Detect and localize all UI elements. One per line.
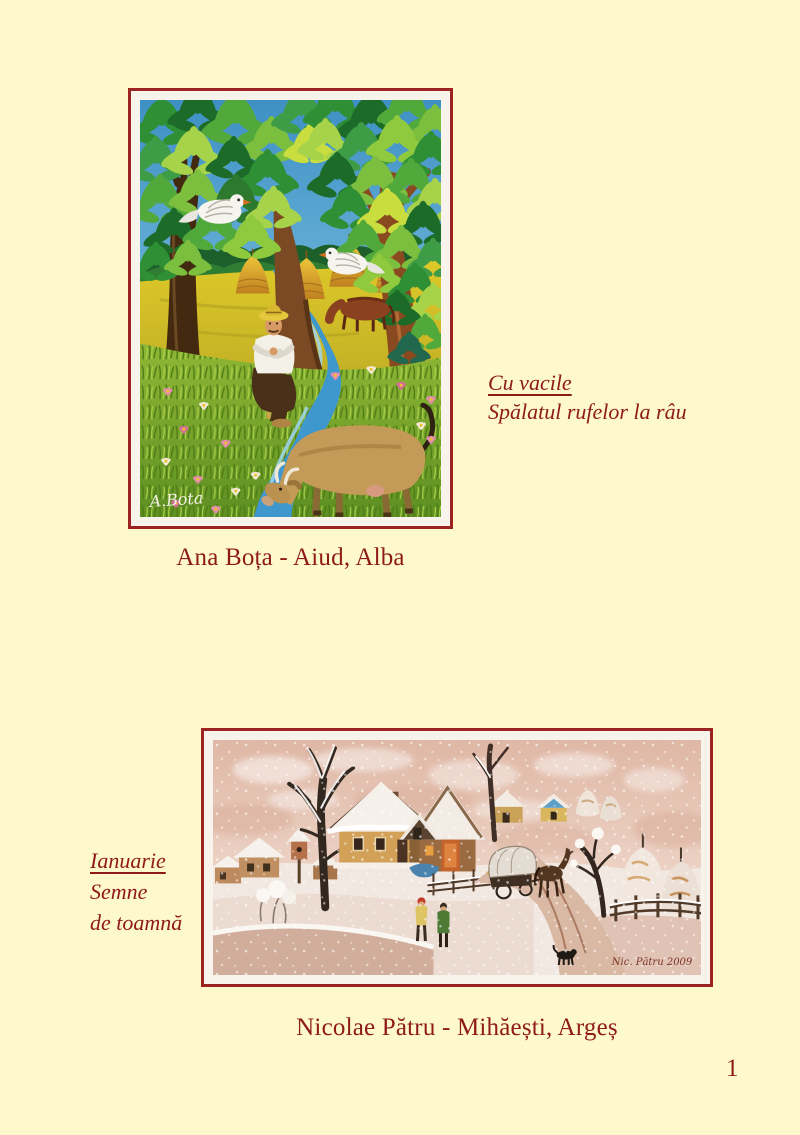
painting-2-caption — [90, 845, 182, 938]
painting-2-image — [213, 740, 701, 975]
painting-1-artist: Ana Boța - Aiud, Alba — [176, 544, 405, 571]
caption-line: de toamnă — [90, 910, 183, 935]
falling-snow — [213, 740, 701, 975]
painting-1-image — [140, 100, 441, 517]
caption-title: Cu vacile — [488, 370, 572, 395]
caption-subtitle: Spălatul rufelor la râu — [488, 399, 687, 424]
painting-2-signature: Nic. Pătru 2009 — [611, 957, 693, 969]
painting-1-frame — [128, 88, 453, 529]
painting-2-frame — [201, 728, 713, 987]
painting-2-artist: Nicolae Pătru - Mihăești, Argeș — [296, 1014, 618, 1041]
caption-line: Semne — [90, 879, 148, 904]
painting-1-caption — [488, 368, 687, 426]
painting-1-signature: A.Bota — [148, 488, 204, 512]
page-number: 1 — [726, 1055, 739, 1082]
caption-title: Ianuarie — [90, 848, 166, 873]
